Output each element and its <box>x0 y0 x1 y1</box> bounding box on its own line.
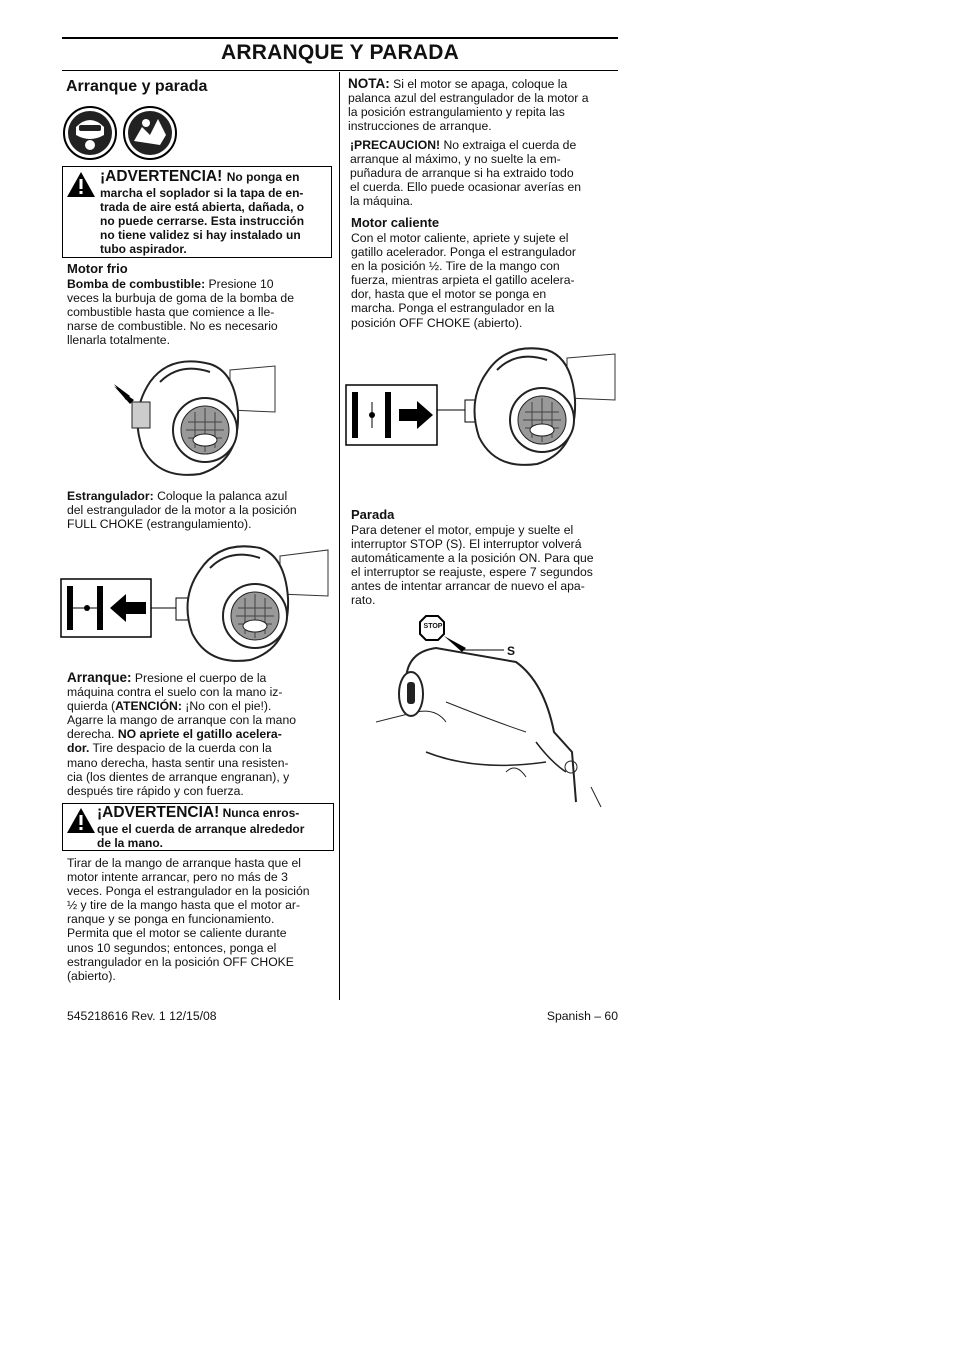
fuel-pump-label: Bomba de combustible: <box>67 277 206 291</box>
text-line: Tire despacio de la cuerda con la <box>89 741 272 756</box>
text-line: cia (los dientes de arranque engranan), y <box>67 769 290 784</box>
text-line: la máquina. <box>350 194 414 209</box>
text-line: automáticamente a la posición ON. Para que <box>351 551 594 566</box>
text-line: llenarla totalmente. <box>67 333 170 348</box>
warning-text-line: trada de aire está abierta, dañada, o <box>100 200 305 214</box>
safety-icons <box>62 105 184 161</box>
warning-text-line: no tiene validez si hay instalado un <box>100 228 301 242</box>
warning-text-line: tubo aspirador. <box>100 242 187 256</box>
blower-fuel-pump-illustration <box>110 352 280 482</box>
warning-text-line: marcha el soplador si la tapa de en- <box>100 186 304 200</box>
arranque-label: Arranque: <box>67 670 132 685</box>
text-line: derecha. <box>67 727 118 742</box>
motor-frio-paragraph <box>67 277 335 347</box>
warning-text-line: que el cuerda de arranque alrededor <box>97 822 305 836</box>
text-line: el cuerda. Ello puede ocasionar averías en <box>350 180 582 195</box>
document-reference: 545218616 Rev. 1 12/15/08 <box>67 1009 217 1023</box>
text-emphasis: NO apriete el gatillo acelera- <box>117 727 282 742</box>
atencion-label: ATENCIÓN: <box>115 699 182 714</box>
text-line: Agarre la mango de arranque con la mano <box>67 713 296 728</box>
warning-text-line: Nunca enros- <box>219 806 300 820</box>
text-line: fuerza, mientras arpieta el gatillo acelera- <box>351 273 575 288</box>
estrangulador-paragraph <box>67 489 335 531</box>
text-line: Presione el cuerpo de la <box>131 671 267 685</box>
text-line: ¡No con el pie!). <box>181 699 272 714</box>
stop-sign-label: STOP <box>423 623 443 630</box>
arranque-paragraph <box>67 671 335 798</box>
text-line: mano derecha, hasta sentir una resisten- <box>67 755 289 770</box>
text-line: gatillo acelerador. Ponga el estrangulador <box>351 245 576 260</box>
nota-label: NOTA: <box>348 76 390 91</box>
precaucion-label: ¡PRECAUCION! <box>350 138 441 152</box>
head-protection-icon <box>64 107 116 159</box>
header-rule-bottom <box>62 70 618 71</box>
motor-caliente-heading: Motor caliente <box>351 215 440 230</box>
text-line: marcha. Ponga el estrangulador en la <box>351 301 555 316</box>
text-line: antes de intentar arrancar de nuevo el apa- <box>351 579 585 594</box>
text-line: Permita que el motor se caliente durante <box>67 926 287 941</box>
warning-text-line: no puede cerrarse. Esta instrucción <box>100 214 305 228</box>
warning-text-line: No ponga en <box>226 170 300 184</box>
text-line: después tire rápido y con fuerza. <box>67 783 244 798</box>
text-line: veces la burbuja de goma de la bomba de <box>67 291 294 306</box>
text-line: Con el motor caliente, apriete y sujete el <box>351 231 569 245</box>
text-line: la posición estrangulamiento y repita las <box>348 105 565 120</box>
warning-triangle-icon <box>66 171 96 198</box>
text-line: posición OFF CHOKE (abierto). <box>351 315 523 330</box>
text-line: rato. <box>351 593 376 608</box>
warning-title: ¡ADVERTENCIA! <box>100 168 223 185</box>
text-line: estrangulador en la posición OFF CHOKE <box>67 954 294 969</box>
motor-caliente-paragraph <box>351 231 621 330</box>
blower-full-choke-illustration <box>60 538 330 666</box>
text-line: Tirar de la mango de arranque hasta que el <box>67 856 301 870</box>
text-line: FULL CHOKE (estrangulamiento). <box>67 517 252 532</box>
text-line: motor intente arrancar, pero no más de 3 <box>67 870 288 885</box>
text-line: combustible hasta que comience a lle- <box>67 305 275 320</box>
page-number: Spanish – 60 <box>546 1009 618 1023</box>
warning-text-line: de la mano. <box>97 836 164 850</box>
stop-switch-illustration <box>376 612 606 812</box>
text-line: No extraiga el cuerda de <box>440 138 577 152</box>
header-rule-top <box>62 37 618 39</box>
stop-switch-callout-label: S <box>507 644 516 658</box>
text-line: interruptor STOP (S). El interruptor volverá <box>351 537 582 552</box>
text-line: narse de combustible. No es necesario <box>67 319 278 334</box>
text-line: veces. Ponga el estrangulador en la posición <box>67 884 310 899</box>
page-title: ARRANQUE Y PARADA <box>221 41 459 64</box>
text-emphasis: dor. <box>67 741 90 756</box>
parada-paragraph <box>351 523 621 608</box>
parada-heading: Parada <box>351 507 395 522</box>
text-line: Para detener el motor, empuje y suelte el <box>351 523 574 537</box>
text-line: del estrangulador de la motor a la posición <box>67 503 297 518</box>
precaucion-paragraph <box>350 138 620 208</box>
column-divider <box>339 72 340 1000</box>
text-line: Presione 10 <box>205 277 274 291</box>
text-line: dor, hasta que el motor se ponga en <box>351 287 547 302</box>
text-line: instrucciones de arranque. <box>348 119 492 134</box>
warning-triangle-icon <box>66 807 96 834</box>
text-line: quierda ( <box>67 699 116 714</box>
motor-frio-heading: Motor frio <box>67 261 128 276</box>
warning-box-starter-cord <box>62 803 334 851</box>
text-line: ranque y se ponga en funcionamiento. <box>67 912 275 927</box>
text-line: Si el motor se apaga, coloque la <box>389 77 568 91</box>
text-line: unos 10 segundos; entonces, ponga el <box>67 940 277 955</box>
warning-title: ¡ADVERTENCIA! <box>97 804 220 821</box>
text-line: ½ y tire de la mango hasta que el motor ar- <box>67 898 301 913</box>
hot-surface-warning-icon <box>124 107 176 159</box>
nota-paragraph <box>348 77 620 133</box>
blower-half-choke-illustration <box>345 340 617 475</box>
text-line: (abierto). <box>67 968 116 983</box>
text-line: el interruptor se reajuste, espere 7 segundos <box>351 565 593 580</box>
text-line: Coloque la palanca azul <box>153 489 288 503</box>
text-line: palanca azul del estrangulador de la motor a <box>348 91 589 106</box>
text-line: arranque al máximo, y no suelte la em- <box>350 152 561 167</box>
warning-box-intake-cover <box>62 166 332 258</box>
text-line: puñadura de arranque si ha extraido todo <box>350 166 574 181</box>
section-heading: Arranque y parada <box>66 78 208 95</box>
text-line: máquina contra el suelo con la mano iz- <box>67 685 283 700</box>
text-line: en la posición ½. Tire de la mango con <box>351 259 560 274</box>
start-procedure-paragraph <box>67 856 335 983</box>
choke-label: Estrangulador: <box>67 489 154 503</box>
